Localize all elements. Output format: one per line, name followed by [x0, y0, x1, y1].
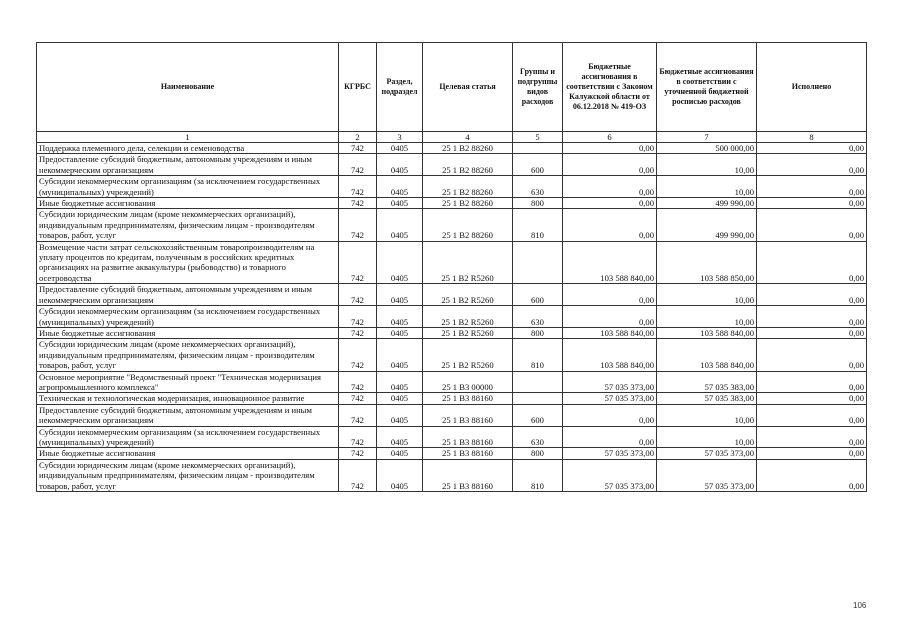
row-law-amount-cell: 57 035 373,00: [563, 371, 657, 393]
row-name-cell: Предоставление субсидий бюджетным, автономным учреждениям и иным некоммерческим организациям: [37, 404, 339, 426]
header-section: Раздел, подраздел: [377, 43, 423, 132]
row-law-amount-cell: 0,00: [563, 404, 657, 426]
header-kgrbs: КГРБС: [339, 43, 377, 132]
row-kgrbs-cell: 742: [339, 339, 377, 371]
row-section-cell: 0405: [377, 339, 423, 371]
table-row: [37, 143, 867, 154]
row-name-cell: Субсидии некоммерческим организациям (за исключением государственных (муниципальных) учреждений): [37, 306, 339, 328]
row-kgrbs-cell: 742: [339, 404, 377, 426]
row-law-amount-cell: 0,00: [563, 143, 657, 154]
row-executed-amount-cell: 0,00: [757, 176, 867, 198]
row-target-cell: 25 1 В3 00000: [423, 371, 513, 393]
row-refined-amount-cell: 57 035 373,00: [657, 459, 757, 491]
row-target-cell: 25 1 В3 88160: [423, 404, 513, 426]
row-refined-amount-cell: 10,00: [657, 404, 757, 426]
column-number: 3: [377, 132, 423, 143]
row-target-cell: 25 1 В2 R5260: [423, 306, 513, 328]
column-number: 7: [657, 132, 757, 143]
row-kgrbs-cell: 742: [339, 459, 377, 491]
table-row: [37, 209, 867, 241]
row-group-cell: 600: [513, 154, 563, 176]
row-law-amount-cell: 0,00: [563, 426, 657, 448]
row-kgrbs-cell: 742: [339, 306, 377, 328]
row-kgrbs-cell: 742: [339, 393, 377, 404]
row-refined-amount-cell: 57 035 383,00: [657, 393, 757, 404]
row-executed-amount-cell: 0,00: [757, 143, 867, 154]
header-target: Целевая статья: [423, 43, 513, 132]
row-target-cell: 25 1 В2 88260: [423, 176, 513, 198]
row-executed-amount-cell: 0,00: [757, 426, 867, 448]
row-name-cell: Иные бюджетные ассигнования: [37, 327, 339, 338]
row-section-cell: 0405: [377, 306, 423, 328]
row-name-cell: Основное мероприятие "Ведомственный проект "Техническая модернизация агропромышленного комплекса": [37, 371, 339, 393]
table-row: [37, 426, 867, 448]
row-group-cell: 630: [513, 426, 563, 448]
row-target-cell: 25 1 В3 88160: [423, 459, 513, 491]
row-refined-amount-cell: 10,00: [657, 154, 757, 176]
row-law-amount-cell: 0,00: [563, 209, 657, 241]
column-number: 1: [37, 132, 339, 143]
row-executed-amount-cell: 0,00: [757, 459, 867, 491]
table-row: [37, 404, 867, 426]
table-body: [37, 143, 867, 492]
row-law-amount-cell: 57 035 373,00: [563, 459, 657, 491]
row-name-cell: Предоставление субсидий бюджетным, автономным учреждениям и иным некоммерческим организациям: [37, 284, 339, 306]
row-section-cell: 0405: [377, 448, 423, 459]
row-law-amount-cell: 57 035 373,00: [563, 448, 657, 459]
column-number: 8: [757, 132, 867, 143]
header-law: Бюджетные ассигнования в соответствии с Законом Калужской области от 06.12.2018 № 419-ОЗ: [563, 43, 657, 132]
row-name-cell: Субсидии юридическим лицам (кроме некоммерческих организаций), индивидуальным предпринимателям, физическим лицам - производителям товаров, работ, услуг: [37, 339, 339, 371]
row-kgrbs-cell: 742: [339, 198, 377, 209]
row-executed-amount-cell: 0,00: [757, 393, 867, 404]
row-section-cell: 0405: [377, 404, 423, 426]
row-executed-amount-cell: 0,00: [757, 284, 867, 306]
row-executed-amount-cell: 0,00: [757, 404, 867, 426]
header-name: Наименование: [37, 43, 339, 132]
row-section-cell: 0405: [377, 459, 423, 491]
row-kgrbs-cell: 742: [339, 209, 377, 241]
column-number: 4: [423, 132, 513, 143]
row-law-amount-cell: 0,00: [563, 284, 657, 306]
row-refined-amount-cell: 10,00: [657, 306, 757, 328]
row-section-cell: 0405: [377, 327, 423, 338]
row-group-cell: [513, 241, 563, 284]
row-kgrbs-cell: 742: [339, 176, 377, 198]
row-group-cell: 630: [513, 176, 563, 198]
row-section-cell: 0405: [377, 426, 423, 448]
row-target-cell: 25 1 В2 R5260: [423, 284, 513, 306]
row-kgrbs-cell: 742: [339, 327, 377, 338]
table-row: [37, 241, 867, 284]
row-kgrbs-cell: 742: [339, 284, 377, 306]
row-refined-amount-cell: 499 990,00: [657, 198, 757, 209]
row-refined-amount-cell: 10,00: [657, 426, 757, 448]
row-group-cell: 810: [513, 459, 563, 491]
row-law-amount-cell: 103 588 840,00: [563, 327, 657, 338]
row-group-cell: 810: [513, 339, 563, 371]
row-refined-amount-cell: 103 588 850,00: [657, 241, 757, 284]
row-kgrbs-cell: 742: [339, 371, 377, 393]
table-row: [37, 327, 867, 338]
page-number: 106: [853, 601, 867, 610]
row-law-amount-cell: 0,00: [563, 176, 657, 198]
row-refined-amount-cell: 57 035 373,00: [657, 448, 757, 459]
row-refined-amount-cell: 10,00: [657, 176, 757, 198]
row-kgrbs-cell: 742: [339, 448, 377, 459]
row-name-cell: Субсидии некоммерческим организациям (за исключением государственных (муниципальных) учреждений): [37, 426, 339, 448]
row-law-amount-cell: 0,00: [563, 154, 657, 176]
row-group-cell: 630: [513, 306, 563, 328]
header-group: Группы и подгруппы видов расходов: [513, 43, 563, 132]
row-section-cell: 0405: [377, 154, 423, 176]
row-group-cell: [513, 143, 563, 154]
row-executed-amount-cell: 0,00: [757, 306, 867, 328]
row-refined-amount-cell: 57 035 383,00: [657, 371, 757, 393]
column-number: 2: [339, 132, 377, 143]
row-executed-amount-cell: 0,00: [757, 339, 867, 371]
row-executed-amount-cell: 0,00: [757, 209, 867, 241]
row-section-cell: 0405: [377, 284, 423, 306]
row-section-cell: 0405: [377, 198, 423, 209]
row-refined-amount-cell: 103 588 840,00: [657, 339, 757, 371]
row-group-cell: 800: [513, 198, 563, 209]
row-target-cell: 25 1 В2 88260: [423, 198, 513, 209]
row-target-cell: 25 1 В3 88160: [423, 393, 513, 404]
row-group-cell: 600: [513, 284, 563, 306]
table-row: [37, 459, 867, 491]
row-name-cell: Поддержка племенного дела, селекции и семеноводства: [37, 143, 339, 154]
row-kgrbs-cell: 742: [339, 241, 377, 284]
row-law-amount-cell: 0,00: [563, 198, 657, 209]
column-number-row: [37, 132, 867, 143]
row-name-cell: Иные бюджетные ассигнования: [37, 198, 339, 209]
row-refined-amount-cell: 499 990,00: [657, 209, 757, 241]
row-group-cell: 800: [513, 327, 563, 338]
table-row: [37, 176, 867, 198]
row-group-cell: [513, 371, 563, 393]
column-number: 6: [563, 132, 657, 143]
row-name-cell: Субсидии некоммерческим организациям (за исключением государственных (муниципальных) учреждений): [37, 176, 339, 198]
row-executed-amount-cell: 0,00: [757, 448, 867, 459]
row-target-cell: 25 1 В3 88160: [423, 448, 513, 459]
table-row: [37, 371, 867, 393]
row-name-cell: Техническая и технологическая модернизация, инновационное развитие: [37, 393, 339, 404]
row-target-cell: 25 1 В2 88260: [423, 209, 513, 241]
header-refined: Бюджетные ассигнования в соответствии с уточненной бюджетной росписью расходов: [657, 43, 757, 132]
budget-table: [36, 42, 867, 492]
row-section-cell: 0405: [377, 393, 423, 404]
row-section-cell: 0405: [377, 143, 423, 154]
row-group-cell: [513, 393, 563, 404]
header-executed: Исполнено: [757, 43, 867, 132]
row-law-amount-cell: 57 035 373,00: [563, 393, 657, 404]
row-target-cell: 25 1 В2 R5260: [423, 241, 513, 284]
row-kgrbs-cell: 742: [339, 154, 377, 176]
row-target-cell: 25 1 В2 88260: [423, 143, 513, 154]
row-executed-amount-cell: 0,00: [757, 371, 867, 393]
row-section-cell: 0405: [377, 241, 423, 284]
table-row: [37, 154, 867, 176]
row-target-cell: 25 1 В2 R5260: [423, 339, 513, 371]
row-refined-amount-cell: 103 588 840,00: [657, 327, 757, 338]
row-name-cell: Предоставление субсидий бюджетным, автономным учреждениям и иным некоммерческим организациям: [37, 154, 339, 176]
row-executed-amount-cell: 0,00: [757, 327, 867, 338]
row-target-cell: 25 1 В3 88160: [423, 426, 513, 448]
row-target-cell: 25 1 В2 R5260: [423, 327, 513, 338]
row-section-cell: 0405: [377, 371, 423, 393]
table-row: [37, 339, 867, 371]
row-name-cell: Возмещение части затрат сельскохозяйственным товаропроизводителям на уплату процентов по кредитам, полученным в российских кредитных организациях на развитие аквакультуры (рыбоводство) и товарного осетроводства: [37, 241, 339, 284]
row-kgrbs-cell: 742: [339, 143, 377, 154]
row-kgrbs-cell: 742: [339, 426, 377, 448]
row-name-cell: Иные бюджетные ассигнования: [37, 448, 339, 459]
table-row: [37, 448, 867, 459]
table-row: [37, 284, 867, 306]
row-executed-amount-cell: 0,00: [757, 198, 867, 209]
row-target-cell: 25 1 В2 88260: [423, 154, 513, 176]
row-group-cell: 600: [513, 404, 563, 426]
row-refined-amount-cell: 10,00: [657, 284, 757, 306]
table-row: [37, 306, 867, 328]
table-row: [37, 198, 867, 209]
row-group-cell: 810: [513, 209, 563, 241]
row-section-cell: 0405: [377, 209, 423, 241]
row-refined-amount-cell: 500 000,00: [657, 143, 757, 154]
row-executed-amount-cell: 0,00: [757, 154, 867, 176]
row-law-amount-cell: 103 588 840,00: [563, 339, 657, 371]
column-number: 5: [513, 132, 563, 143]
row-name-cell: Субсидии юридическим лицам (кроме некоммерческих организаций), индивидуальным предпринимателям, физическим лицам - производителям товаров, работ, услуг: [37, 209, 339, 241]
row-section-cell: 0405: [377, 176, 423, 198]
row-executed-amount-cell: 0,00: [757, 241, 867, 284]
row-name-cell: Субсидии юридическим лицам (кроме некоммерческих организаций), индивидуальным предпринимателям, физическим лицам - производителям товаров, работ, услуг: [37, 459, 339, 491]
row-group-cell: 800: [513, 448, 563, 459]
row-law-amount-cell: 0,00: [563, 306, 657, 328]
table-row: [37, 393, 867, 404]
header-row: [37, 43, 867, 132]
row-law-amount-cell: 103 588 840,00: [563, 241, 657, 284]
